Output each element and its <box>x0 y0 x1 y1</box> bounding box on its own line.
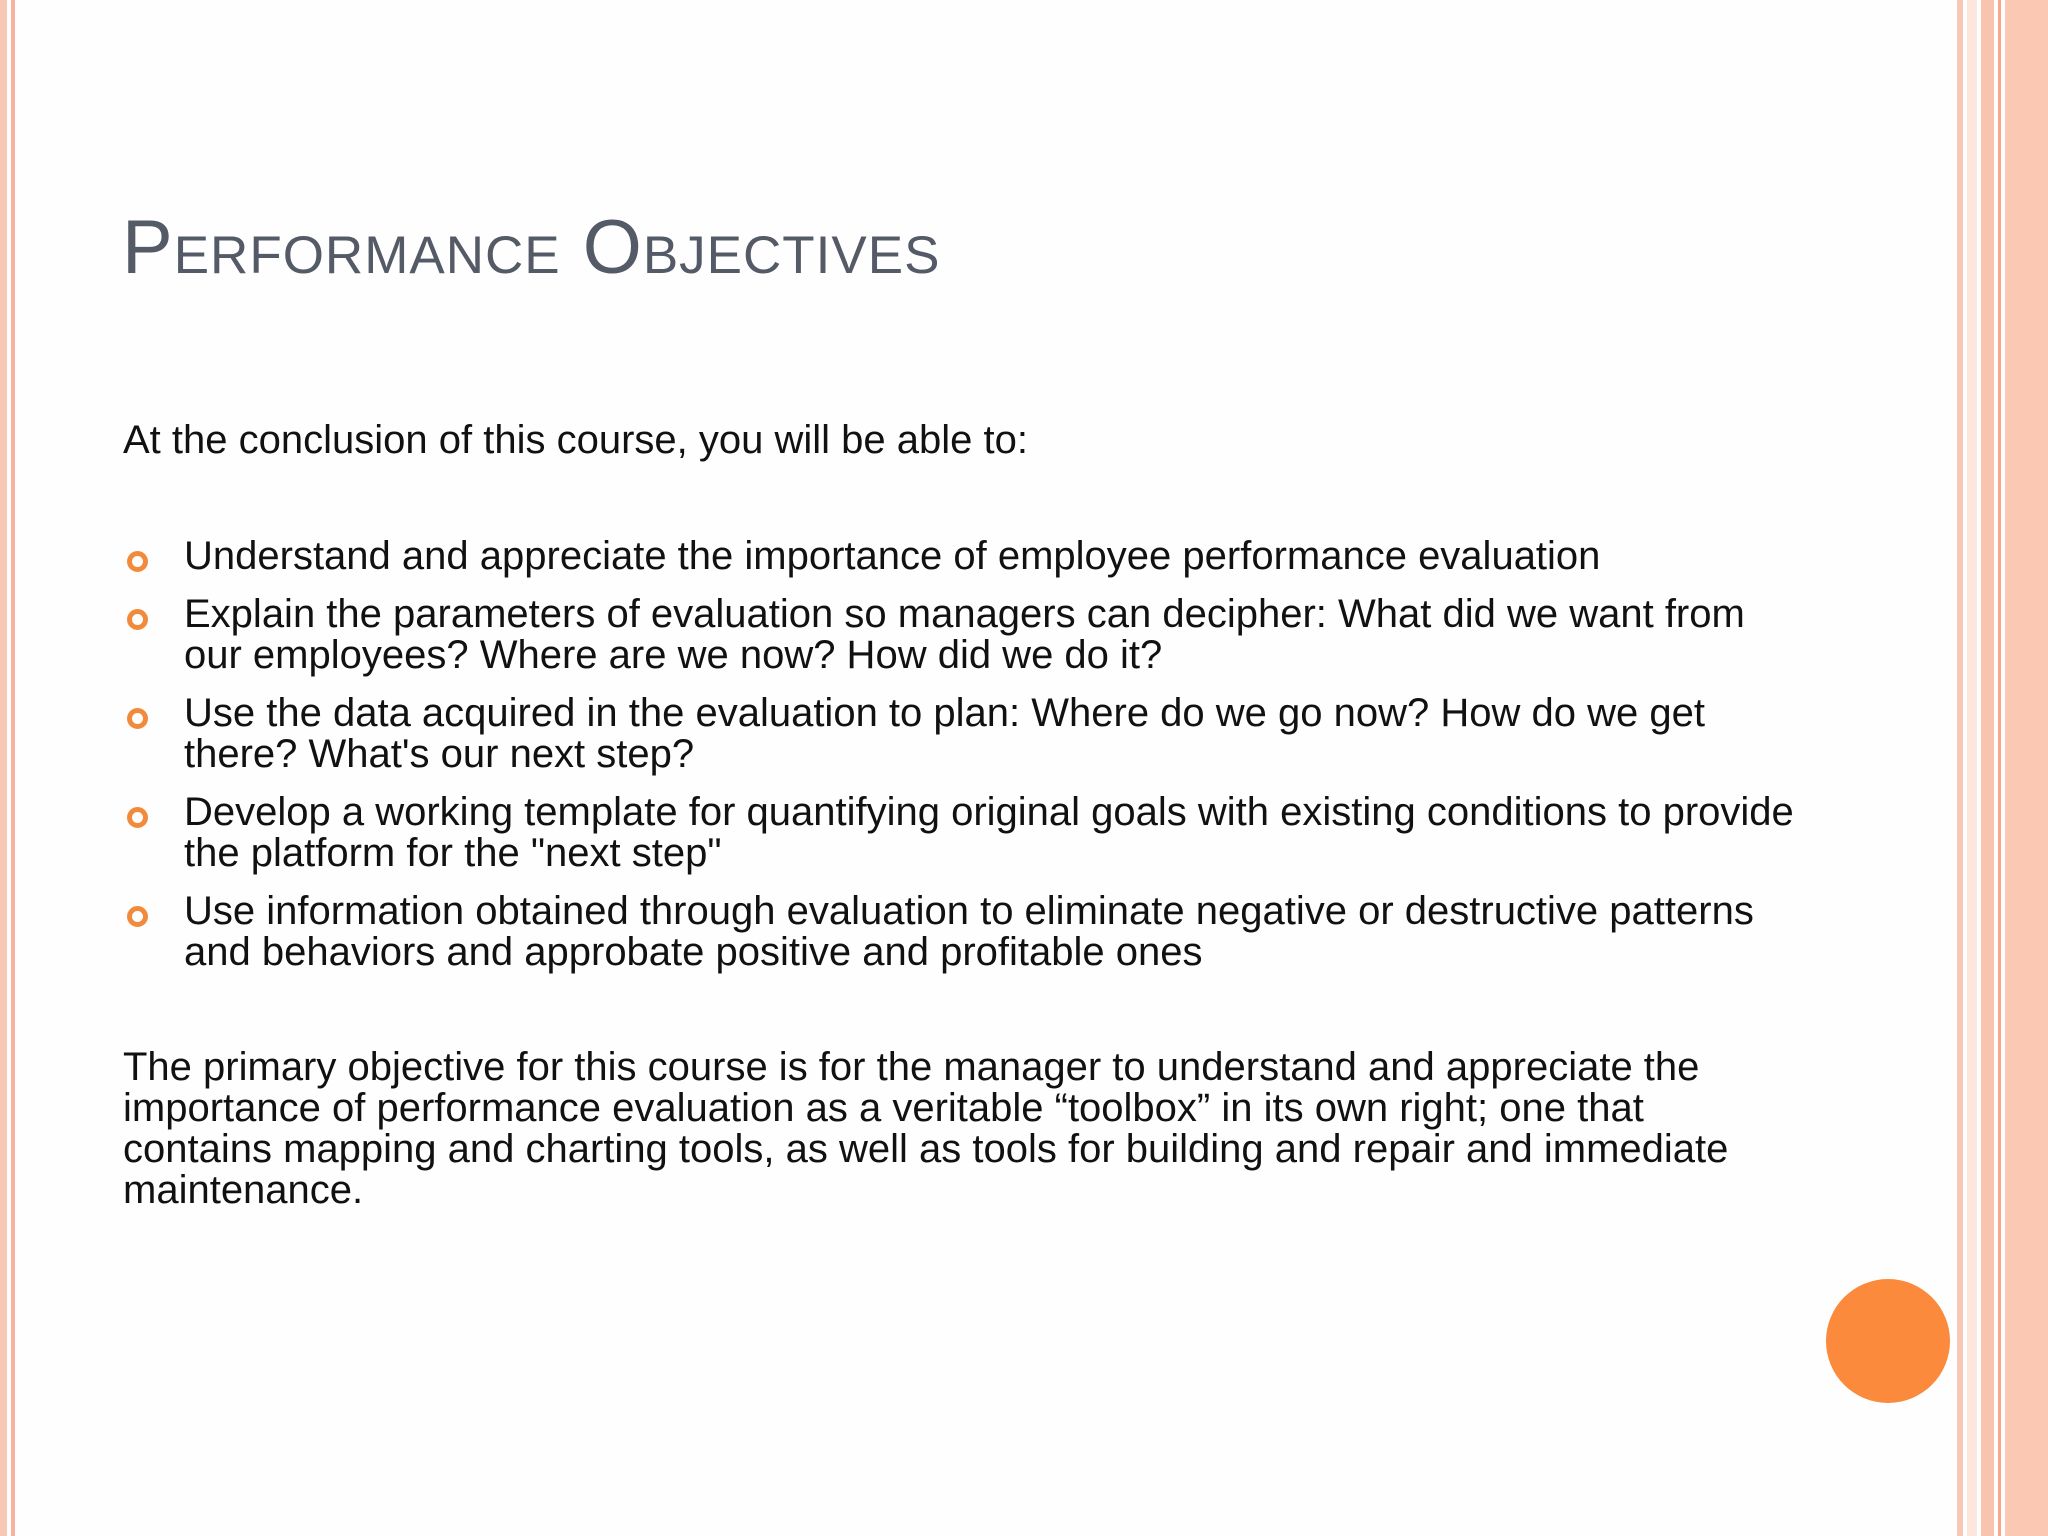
objective-text: Use the data acquired in the evaluation to plan: Where do we go now? How do we get there? What's our next step? <box>184 691 1705 776</box>
right-border-stripe <box>1998 0 2001 1536</box>
right-border-stripe <box>1967 0 1977 1536</box>
circle-bullet-icon <box>127 609 148 630</box>
circle-bullet-icon <box>127 708 148 729</box>
objective-text: Explain the parameters of evaluation so managers can decipher: What did we want from our employees? Where are we now? How did we do it? <box>184 592 1745 677</box>
objective-text: Develop a working template for quantifying original goals with existing conditions to provide the platform for the "next step" <box>184 790 1794 875</box>
right-border-stripe <box>2005 0 2048 1536</box>
objective-item <box>123 792 1803 874</box>
circle-bullet-icon <box>127 906 148 927</box>
slide-title: Performance Objectives <box>122 205 941 290</box>
intro-text: At the conclusion of this course, you will be able to: <box>123 418 1028 462</box>
summary-text: The primary objective for this course is for the manager to understand and appreciate the importance of performance evaluation as a veritable “toolbox” in its own right; one that contains mapping and charting tools, as well as tools for building and repair and immediate maintenance. <box>123 1045 1729 1212</box>
objective-item <box>123 891 1803 973</box>
objective-item <box>123 594 1803 676</box>
circle-bullet-icon <box>127 807 148 828</box>
left-border-stripe-inner <box>11 0 15 1536</box>
objective-text: Use information obtained through evaluation to eliminate negative or destructive patterns and behaviors and approbate positive and profitable ones <box>184 889 1754 974</box>
circle-bullet-icon <box>127 551 148 572</box>
objective-text: Understand and appreciate the importance of employee performance evaluation <box>184 534 1601 578</box>
right-border-stripe <box>1957 0 1963 1536</box>
left-border-stripe <box>0 0 7 1536</box>
objective-item <box>123 693 1803 775</box>
objectives-list <box>123 536 1803 990</box>
right-border-stripe <box>1981 0 1994 1536</box>
orange-circle-decoration <box>1826 1279 1950 1403</box>
objective-item <box>123 536 1803 577</box>
